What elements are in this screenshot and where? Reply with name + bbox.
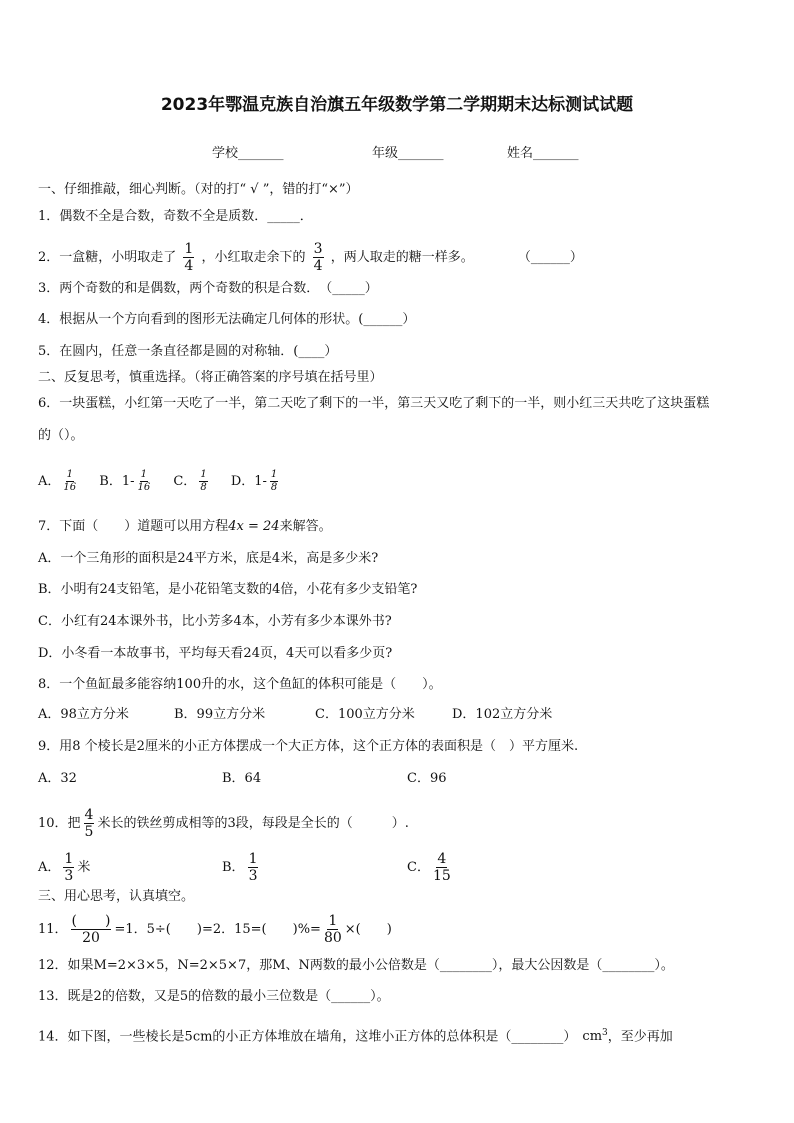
name-field: 姓名_______ xyxy=(507,146,579,161)
q11-mid: =1．5÷( )=2．15=( )%= xyxy=(114,922,321,937)
q9-option-c: C．96 xyxy=(407,771,447,786)
question-7-option-d: D．小冬看一本故事书，平均每天看24页，4天可以看多少页? xyxy=(38,646,393,661)
q7-stem-a: 7．下面（ ）道题可以用方程 xyxy=(38,519,229,534)
q6-d-num: 1 xyxy=(270,469,278,480)
question-6-line-2: 的（）。 xyxy=(38,428,84,443)
q10-a-fraction xyxy=(63,852,74,883)
q2-text-a: 2．一盒糖，小明取走了 xyxy=(38,250,177,265)
q6-b-den: 16 xyxy=(137,482,151,493)
q14-unit-exponent: 3 xyxy=(602,1028,608,1038)
q11-f2-num: 1 xyxy=(328,913,338,929)
q11-f1-num: ( ) xyxy=(71,913,111,929)
q11-f1-den: 20 xyxy=(82,930,100,946)
q10-fraction xyxy=(84,808,95,839)
q7-equation: 4x = 24 xyxy=(228,519,280,534)
q10-option-b xyxy=(222,852,261,883)
q14-text-b: ，至少再加 xyxy=(607,1029,673,1045)
question-7-option-a: A．一个三角形的面积是24平方米，底是4米，高是多少米? xyxy=(38,551,379,566)
question-1: 1．偶数不全是合数，奇数不全是质数．_____． xyxy=(38,209,313,224)
q11-end: ×( ) xyxy=(344,922,392,937)
q6-b-num: 1 xyxy=(140,469,148,480)
q10-option-c xyxy=(407,852,454,883)
school-field: 学校_______ xyxy=(212,146,284,161)
q10-c-label: C． xyxy=(407,860,430,875)
question-3: 3．两个奇数的和是偶数，两个奇数的积是合数． （_____） xyxy=(38,281,378,296)
q8-option-b: B．99立方分米 xyxy=(174,707,266,722)
q10-a-label: A． xyxy=(38,860,61,875)
q6-d-label: D．1- xyxy=(230,474,267,489)
q9-option-a: A．32 xyxy=(38,771,77,786)
q10-b-fraction xyxy=(248,852,259,883)
q6-b-label: B．1- xyxy=(99,474,135,489)
question-10-stem xyxy=(38,808,409,839)
q10-b-den: 3 xyxy=(248,868,258,884)
question-6-line-1: 6．一块蛋糕，小红第一天吃了一半，第二天吃了剩下的一半，第三天又吃了剩下的一半，则小红三天共吃了这块蛋糕 xyxy=(38,396,710,411)
q6-a-fraction xyxy=(63,470,76,493)
q6-c-fraction xyxy=(199,470,207,493)
q6-a-den: 16 xyxy=(63,482,77,493)
q6-a-label: A． xyxy=(38,474,61,489)
q8-option-c: C．100立方分米 xyxy=(315,707,415,722)
q10-num: 4 xyxy=(84,807,94,823)
section-3-heading: 三、用心思考，认真填空。 xyxy=(38,889,195,904)
q11-fraction-1 xyxy=(71,914,112,945)
q8-option-a: A．98立方分米 xyxy=(38,707,129,722)
q14-unit: cm xyxy=(582,1029,603,1045)
q6-d-den: 8 xyxy=(270,482,278,493)
q6-d-fraction xyxy=(270,470,278,493)
grade-field: 年级_______ xyxy=(372,146,444,161)
q10-a-den: 3 xyxy=(64,868,74,884)
question-13: 13．既是2的倍数，又是5的倍数的最小三位数是（______）。 xyxy=(38,989,390,1004)
q2-text-c: ，两人取走的糖一样多。 xyxy=(330,250,474,265)
question-7-option-c: C．小红有24本课外书，比小芳多4本，小芳有多少本课外书? xyxy=(38,614,392,629)
q6-option-c xyxy=(173,469,210,493)
question-7-option-b: B．小明有24支铅笔，是小花铅笔支数的4倍，小花有多少支铅笔? xyxy=(38,582,418,597)
q10-a-unit: 米 xyxy=(77,860,91,875)
q2-f2-den: 4 xyxy=(313,258,323,274)
q6-a-num: 1 xyxy=(66,469,73,480)
question-11 xyxy=(38,914,392,945)
question-7-stem xyxy=(38,518,332,536)
page-title: 2023年鄂温克族自治旗五年级数学第二学期期末达标测试试题 xyxy=(160,95,634,115)
section-1-heading: 一、仔细推敲，细心判断。（对的打“ √ ”，错的打“×”） xyxy=(38,182,359,197)
question-12: 12．如果M=2×3×5，N=2×5×7，那M、N两数的最小公倍数是（________），最大公因数是（________）。 xyxy=(38,958,674,973)
question-6-options xyxy=(38,470,281,493)
q6-option-b xyxy=(99,469,153,493)
q10-den: 5 xyxy=(84,824,94,840)
q2-f2-num: 3 xyxy=(313,241,323,257)
q2-f1-num: 1 xyxy=(184,241,194,257)
q10-post: 米长的铁丝剪成相等的3段，每段是全长的（ ）. xyxy=(97,816,409,831)
q8-option-d: D．102立方分米 xyxy=(452,707,553,722)
q10-c-fraction xyxy=(433,852,451,883)
q10-option-a xyxy=(38,852,90,883)
q11-fraction-2 xyxy=(324,914,342,945)
q10-b-num: 1 xyxy=(248,851,258,867)
q2-answer-paren: （______） xyxy=(517,250,583,265)
q6-option-d xyxy=(230,469,281,493)
q11-label: 11． xyxy=(38,922,68,937)
q14-text-a: 14．如下图，一些棱长是5cm的小正方体堆放在墙角，这堆小正方体的总体积是（________） xyxy=(38,1029,577,1045)
section-2-heading: 二、反复思考，慎重选择。（将正确答案的序号填在括号里） xyxy=(38,370,383,385)
q9-option-b: B．64 xyxy=(222,771,262,786)
question-9-stem: 9．用8 个棱长是2厘米的小正方体摆成一个大正方体，这个正方体的表面积是（ ）平方厘米. xyxy=(38,739,579,754)
question-5: 5．在圆内，任意一条直径都是圆的对称轴．(____） xyxy=(38,344,338,359)
q2-text-b: ，小红取走余下的 xyxy=(201,250,306,265)
question-8-stem: 8．一个鱼缸最多能容纳100升的水，这个鱼缸的体积可能是（ ）。 xyxy=(38,677,442,692)
q10-b-label: B． xyxy=(222,860,245,875)
q6-c-num: 1 xyxy=(200,469,207,480)
q10-pre: 10．把 xyxy=(38,816,81,831)
q10-c-num: 4 xyxy=(437,851,447,867)
q6-c-label: C． xyxy=(173,474,197,489)
q2-f1-den: 4 xyxy=(184,258,194,274)
q7-stem-b: 来解答。 xyxy=(279,519,332,534)
q6-option-a xyxy=(38,469,79,493)
q6-b-fraction xyxy=(137,470,150,493)
question-2 xyxy=(38,242,583,273)
q2-fraction-2 xyxy=(313,242,324,273)
q10-a-num: 1 xyxy=(64,851,74,867)
q10-c-den: 15 xyxy=(432,868,451,884)
q2-fraction-1 xyxy=(183,242,194,273)
question-4: 4．根据从一个方向看到的图形无法确定几何体的形状。(______） xyxy=(38,312,416,327)
question-14 xyxy=(38,1024,673,1046)
q6-c-den: 8 xyxy=(200,482,207,493)
q11-f2-den: 80 xyxy=(323,930,342,946)
